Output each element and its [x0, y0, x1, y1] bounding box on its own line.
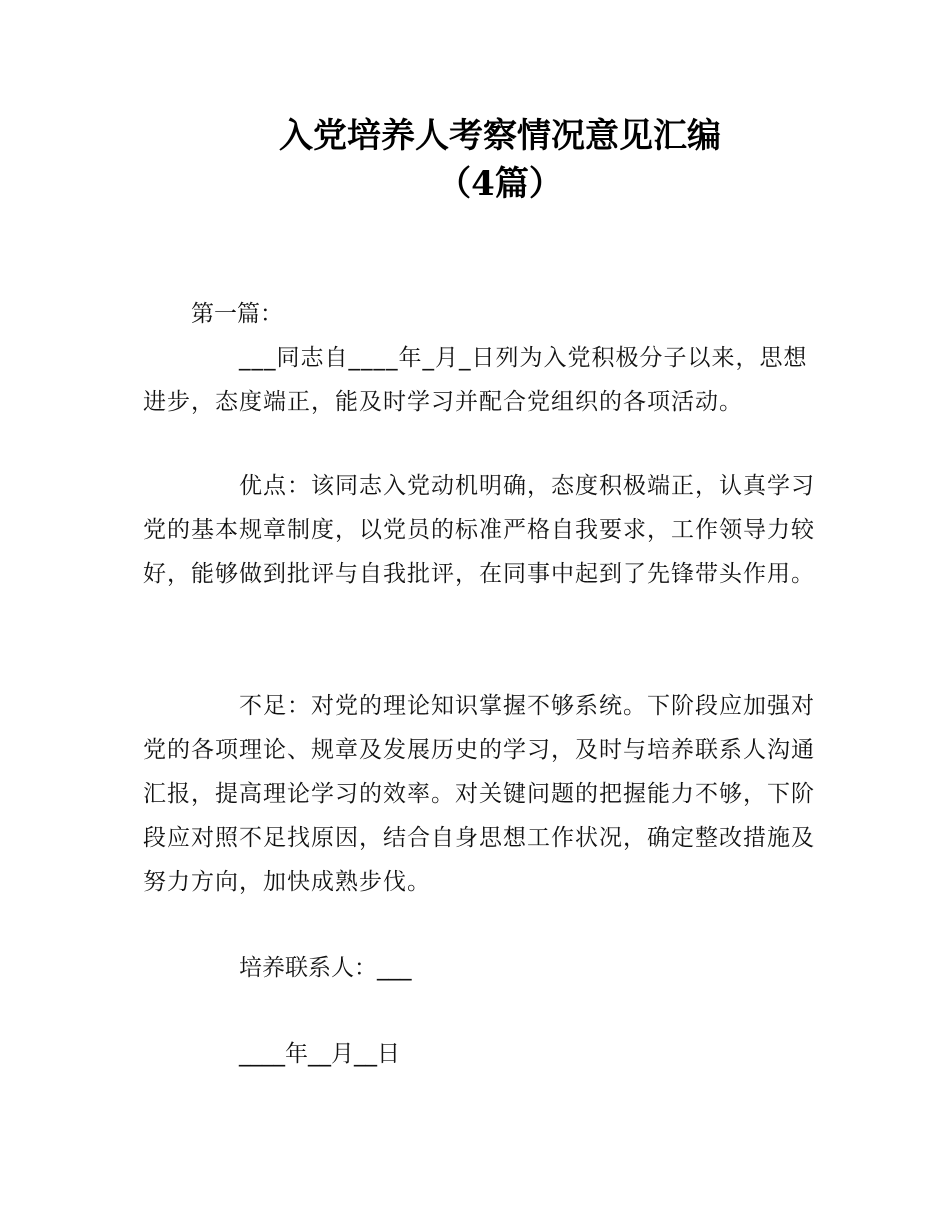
- paragraph-intro: ___同志自____年_月_日列为入党积极分子以来，思想进步，态度端正，能及时学习并配合党组织的各项活动。: [143, 345, 808, 415]
- date-line: ____年__月__日: [239, 1041, 400, 1067]
- title-line-main: 入党培养人考察情况意见汇编: [279, 116, 721, 156]
- paragraph-weaknesses: 不足：对党的理论知识掌握不够系统。下阶段应加强对党的各项理论、规章及发展历史的学习，及时与培养联系人沟通汇报，提高理论学习的效率。对关键问题的把握能力不够，下阶段应对照不足找原因，结合自身思想工作状况，确定整改措施及努力方向，加快成熟步伐。: [143, 693, 815, 895]
- paragraph-strengths: 优点：该同志入党动机明确，态度积极端正，认真学习党的基本规章制度，以党员的标准严格自我要求，工作领导力较好，能够做到批评与自我批评，在同事中起到了先锋带头作用。: [143, 473, 815, 587]
- contact-person-line: 培养联系人：___: [239, 955, 412, 981]
- title-line-count: （4篇）: [437, 164, 563, 204]
- section-label: 第一篇：: [191, 301, 283, 327]
- document-title: [0, 112, 950, 208]
